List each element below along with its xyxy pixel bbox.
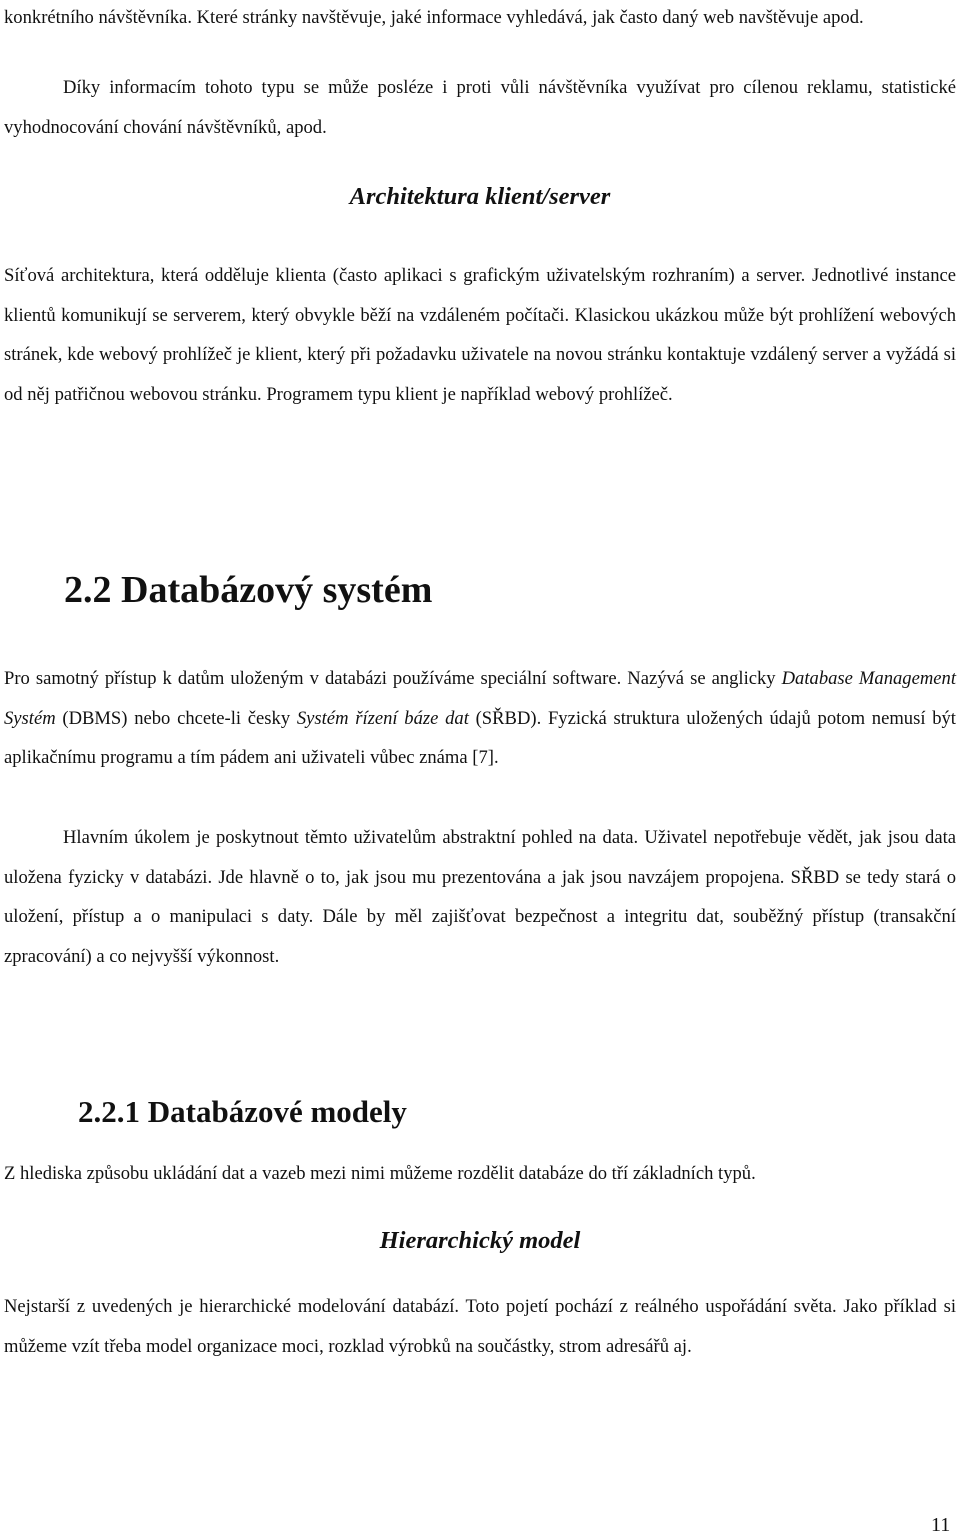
- dbms-text-2: (DBMS) nebo chcete-li česky: [62, 707, 291, 729]
- paragraph-database-models: Z hlediska způsobu ukládání dat a vazeb mezi nimi můžeme rozdělit databáze do tří základních typů.: [4, 1163, 756, 1184]
- heading-hierarchical-model: Hierarchický model: [379, 1227, 581, 1254]
- heading-client-server: Architektura klient/server: [349, 183, 611, 210]
- dbms-text-1: Pro samotný přístup k datům uloženým v databázi používáme speciální software. Nazývá se anglicky: [4, 668, 776, 689]
- paragraph-client-server: Síťová architektura, která odděluje klienta (často aplikaci s grafickým uživatelským rozhraním) a server. Jednotlivé instance klientů komunikují se serverem, který obvykle běží na vzdáleném počítači. Klasickou ukázkou může být prohlížení webových stránek, kde webový prohlížeč je klient, který při požadavku uživatele na novou stránku kontaktuje vzdálený server a vyžádá si od něj patřičnou webovou stránku. Programem typu klient je například webový prohlížeč.: [4, 265, 956, 405]
- paragraph-hierarchical-model: Nejstarší z uvedených je hierarchické modelování databází. Toto pojetí pochází z reálného uspořádání světa. Jako příklad si můžeme vzít třeba model organizace moci, rozklad výrobků na součástky, strom adresářů aj.: [4, 1296, 956, 1357]
- paragraph-dbms: [4, 659, 956, 778]
- paragraph-intro-continuation: konkrétního návštěvníka. Které stránky navštěvuje, jaké informace vyhledává, jak často daný web navštěvuje apod.: [4, 7, 864, 28]
- paragraph-intro-targeting: Díky informacím tohoto typu se může posléze i proti vůli návštěvníka využívat pro cílenou reklamu, statistické vyhodnocování chování návštěvníků, apod.: [4, 77, 956, 138]
- dbms-term-czech: Systém řízení báze dat: [296, 707, 469, 729]
- page-number: 11: [931, 1514, 951, 1536]
- paragraph-dbms-main-task: Hlavním úkolem je poskytnout těmto uživatelům abstraktní pohled na data. Uživatel nepotřebuje vědět, jak jsou data uložena fyzicky v databázi. Jde hlavně o to, jak jsou mu prezentována a jak jsou navzájem propojena. SŘBD se tedy stará o uložení, přístup a o manipulaci s daty. Dále by měl zajišťovat bezpečnost a integritu dat, souběžný přístup (transakční zpracování) a co nejvyšší výkonnost.: [4, 827, 956, 967]
- dbms-text-3: (SŘBD). Fyzická struktura uložených údajů potom nemusí být aplikačnímu programu a tím pádem ani uživateli vůbec známa [7].: [4, 707, 956, 768]
- heading-database-system: 2.2 Databázový systém: [64, 569, 433, 611]
- dbms-term-english: Database Management Systém: [4, 668, 956, 729]
- heading-database-models: 2.2.1 Databázové modely: [78, 1094, 407, 1129]
